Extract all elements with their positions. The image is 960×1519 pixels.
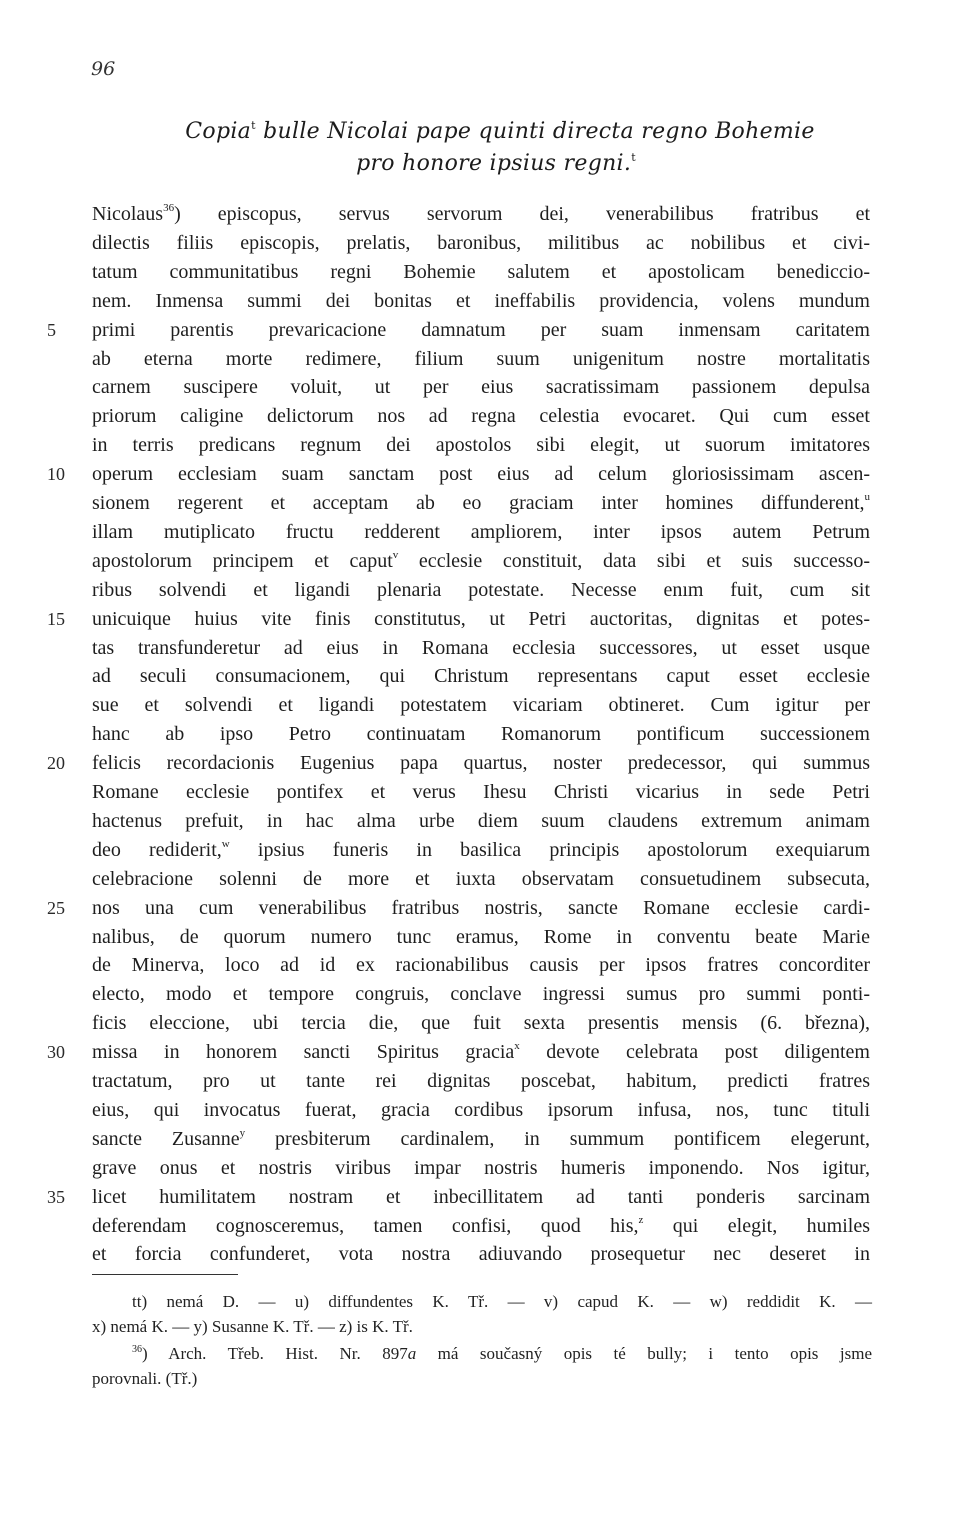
footnote-marker: w	[221, 837, 230, 850]
footnote-separator	[92, 1274, 238, 1275]
footnote-marker: u	[864, 491, 870, 503]
body-line	[92, 260, 870, 284]
text-run: tt) nemá D. — u) diffundentes K. Tř. — v) capud K. — w) reddidit K. —	[132, 1292, 872, 1311]
body-line	[92, 925, 870, 949]
body-line	[92, 722, 870, 746]
footnote-line	[132, 1344, 872, 1364]
body-line	[92, 896, 870, 920]
text-run: porovnali. (Tř.)	[92, 1369, 198, 1388]
body-line	[92, 1156, 870, 1180]
text-run: priorum caligine delictorum nos ad regna celestia evocaret. Qui cum esset	[92, 405, 870, 428]
body-line	[92, 433, 870, 457]
body-line	[92, 404, 870, 428]
line-number: 30	[47, 1042, 65, 1063]
footnote-marker: x	[514, 1040, 520, 1053]
text-run: ad seculi consumacionem, qui Christum representans caput esset ecclesie	[92, 665, 870, 688]
footnote-line	[92, 1317, 872, 1337]
document-title	[20, 119, 960, 144]
text-run: tractatum, pro ut tante rei dignitas poscebat, habitum, predicti fratres	[92, 1070, 870, 1092]
line-number: 35	[47, 1186, 65, 1207]
text-run: missa in honorem sancti Spiritus gracia	[92, 1041, 515, 1064]
text-run: ) episcopus, servus servorum dei, venerabilibus fratribus et	[174, 203, 870, 225]
line-number: 10	[47, 464, 65, 485]
text-run: ecclesie constituit, data sibi et suis successo-	[398, 549, 870, 572]
body-line	[92, 607, 870, 631]
text-run: apostolorum principem et caput	[92, 549, 393, 572]
text-run: Romane ecclesie pontifex et verus Ihesu Christi vicarius in sede Petri	[92, 781, 870, 803]
body-line	[92, 375, 870, 399]
body-line	[92, 780, 870, 804]
text-run: felicis recordacionis Eugenius papa quartus, noster predecessor, qui summus	[92, 752, 870, 775]
text-run: tatum communitatibus regni Bohemie salutem et apostolicam benediccio-	[92, 260, 870, 283]
body-line	[92, 1098, 870, 1122]
text-run: ficis eleccione, ubi tercia die, que fuit sexta presentis mensis (6. března),	[92, 1012, 870, 1035]
text-run: x) nemá K. — y) Susanne K. Tř. — z) is K. Tř.	[92, 1317, 413, 1336]
subtitle-text: pro honore ipsius regni.	[356, 151, 632, 176]
footnote-marker: v	[392, 548, 399, 561]
title-text: bulle Nicolai pape quinti directa regno Bohemie	[255, 119, 815, 144]
body-line	[92, 549, 870, 573]
footnote-marker: 36	[163, 202, 175, 214]
text-run: illam mutiplicato fructu redderent ampliorem, inter ipsos autem Petrum	[92, 520, 870, 543]
body-line	[92, 693, 870, 717]
italic-run: a	[407, 1344, 417, 1363]
body-line	[92, 491, 870, 515]
footnote-marker: z	[638, 1213, 644, 1226]
line-number: 20	[47, 753, 65, 774]
body-line	[92, 231, 870, 255]
body-line	[92, 636, 870, 660]
text-run: unicuique huius vite finis constitutus, ut Petri auctoritas, dignitas et potes-	[92, 607, 870, 630]
text-run: hactenus prefuit, in hac alma urbe diem suum claudens extremum animam	[92, 809, 870, 832]
text-run: ) Arch. Třeb. Hist. Nr. 897	[142, 1344, 408, 1363]
body-line	[92, 1185, 870, 1209]
body-line	[92, 462, 870, 486]
title-text: Copia	[185, 119, 252, 144]
body-line	[92, 318, 870, 342]
text-run: celebracione solenni de more et iuxta observatam consuetudinem subsecuta,	[92, 867, 870, 890]
text-run: má současný opis té bully; i tento opis jsme	[416, 1344, 872, 1363]
line-number: 25	[47, 897, 65, 918]
text-run: nem. Inmensa summi dei bonitas et ineffabilis providencia, volens mundum	[92, 289, 870, 312]
body-line	[92, 1040, 870, 1064]
text-run: nalibus, de quorum numero tunc eramus, Rome in conventu beate Marie	[92, 925, 870, 948]
text-run: carnem suscipere voluit, ut per eius sacratissimam passionem depulsa	[92, 376, 870, 399]
body-line	[92, 664, 870, 688]
text-run: ipsius funeris in basilica principis apostolorum exequiarum	[229, 838, 871, 861]
text-run: presbiterum cardinalem, in summum pontificem elegerunt,	[245, 1127, 870, 1150]
page-number: 96	[91, 58, 116, 80]
text-run: primi parentis prevaricacione damnatum per suam inmensam caritatem	[92, 318, 870, 341]
body-line	[92, 1069, 870, 1093]
text-run: devote celebrata post diligentem	[519, 1041, 870, 1064]
footnote-marker: 36	[132, 1344, 142, 1355]
text-run: Nicolaus	[92, 203, 164, 225]
footnote-line	[132, 1292, 872, 1312]
body-line	[92, 289, 870, 313]
title-footnote-marker: t	[251, 119, 256, 132]
body-line	[92, 1214, 870, 1238]
text-run: sancte Zusanne	[92, 1127, 240, 1150]
text-run: hanc ab ipso Petro continuatam Romanorum pontificum successionem	[92, 723, 870, 746]
line-number: 15	[47, 608, 65, 629]
text-run: de Minerva, loco ad id ex racionabilibus causis per ipsos fratres concorditer	[92, 954, 870, 977]
body-line	[92, 751, 870, 775]
document-subtitle	[16, 151, 960, 176]
text-run: dilectis filiis episcopis, prelatis, baronibus, militibus ac nobilibus et civi-	[92, 231, 870, 254]
text-run: grave onus et nostris viribus impar nostris humeris imponendo. Nos igitur,	[92, 1156, 870, 1179]
body-line	[92, 1011, 870, 1035]
text-run: nos una cum venerabilibus fratribus nostris, sancte Romane ecclesie cardi-	[92, 896, 870, 919]
body-line	[92, 202, 870, 226]
body-line	[92, 1242, 870, 1266]
text-run: sue et solvendi et ligandi potestatem vicariam obtineret. Cum igitur per	[92, 694, 870, 717]
text-run: ab eterna morte redimere, filium suum unigenitum nostre mortalitatis	[92, 347, 870, 370]
text-run: deo rediderit,	[92, 838, 222, 861]
text-run: ribus solvendi et ligandi plenaria potestate. Necesse enım fuit, cum sit	[92, 578, 870, 601]
text-run: et forcia confunderet, vota nostra adiuvando prosequetur nec deseret in	[92, 1243, 870, 1266]
text-run: qui elegit, humiles	[643, 1214, 870, 1237]
body-line	[92, 1127, 870, 1151]
body-line	[92, 867, 870, 891]
text-run: in terris predicans regnum dei apostolos sibi elegit, ut suorum imitatores	[92, 434, 870, 457]
subtitle-footnote-marker: t	[631, 151, 636, 164]
footnote-marker: y	[239, 1126, 246, 1139]
body-line	[92, 982, 870, 1006]
body-line	[92, 578, 870, 602]
body-line	[92, 838, 870, 862]
text-run: tas transfunderetur ad eius in Romana ecclesia successores, ut esset usque	[92, 636, 870, 659]
text-run: sionem regerent et acceptam ab eo graciam inter homines diffunderent,	[92, 492, 865, 514]
body-line	[92, 520, 870, 544]
body-line	[92, 809, 870, 833]
text-run: eius, qui invocatus fuerat, gracia cordibus ipsorum infusa, nos, tunc tituli	[92, 1098, 870, 1121]
text-run: deferendam cognosceremus, tamen confisi, quod his,	[92, 1214, 639, 1237]
body-line	[92, 347, 870, 371]
text-run: electo, modo et tempore congruis, conclave ingressi sumus pro summi ponti-	[92, 983, 870, 1006]
text-run: operum ecclesiam suam sanctam post eius ad celum gloriosissimam ascen-	[92, 463, 870, 486]
text-run: licet humilitatem nostram et inbecillitatem ad tanti ponderis sarcinam	[92, 1185, 870, 1208]
footnote-line	[92, 1369, 872, 1389]
body-line	[92, 953, 870, 977]
line-number: 5	[47, 319, 56, 340]
